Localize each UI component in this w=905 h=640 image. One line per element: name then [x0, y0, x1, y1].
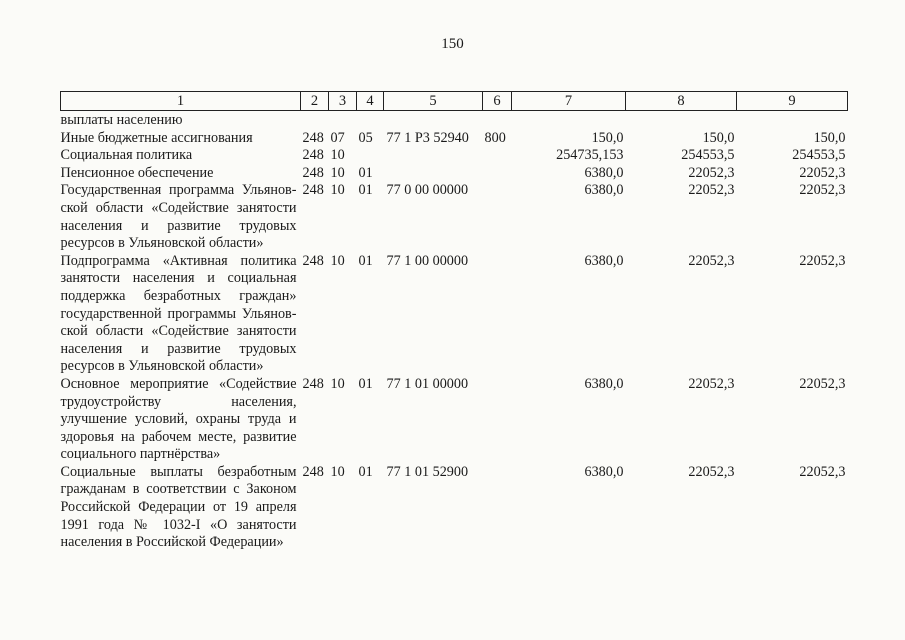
header-col-5: 5	[384, 92, 483, 111]
row-amount-col8: 22052,3	[688, 164, 735, 181]
row-amount-col9: 254553,5	[792, 147, 846, 164]
row-name: Подпрограмма «Активная политика занятости населения и социальная поддержка безработных граждан» государственной программы Ульяновской области «Содействие занятости населения и развитие трудовых ресурсов в Ульяновской области»	[60, 252, 297, 375]
row-section: 10	[330, 375, 345, 392]
row-amount-col8: 22052,3	[688, 252, 735, 269]
row-section: 10	[330, 182, 345, 199]
row-target-article	[384, 111, 483, 130]
row-name: Основное мероприятие «Содействие трудоустройству населения, улучшение условий, охраны труда и здоровья на рабочем месте, развитие социального партнёрства»	[60, 375, 297, 463]
row-subsection: 01	[358, 164, 373, 181]
row-amount-col9: 22052,3	[799, 252, 846, 269]
row-amount-col9: 22052,3	[799, 182, 846, 199]
row-amount-col8: 22052,3	[688, 182, 735, 199]
row-amount-col9	[737, 111, 848, 130]
row-amount-col8	[626, 111, 737, 130]
row-admin-code: 248	[302, 375, 324, 392]
row-expense-type	[483, 376, 512, 464]
row-amount-col7: 6380,0	[584, 463, 624, 480]
row-expense-type	[483, 111, 512, 130]
header-col-7: 7	[512, 92, 626, 111]
table-row	[61, 165, 848, 183]
row-amount-col7: 6380,0	[584, 182, 624, 199]
row-amount-col9: 150,0	[813, 129, 846, 146]
row-target-article	[384, 165, 483, 183]
row-amount-col7: 6380,0	[584, 252, 624, 269]
row-name: Пенсионное обеспечение	[60, 164, 214, 181]
header-col-9: 9	[737, 92, 848, 111]
table-row	[61, 130, 848, 148]
row-expense-type	[483, 253, 512, 376]
row-section: 10	[330, 147, 345, 164]
row-name: выплаты населению	[60, 112, 183, 128]
row-subsection: 01	[358, 375, 373, 392]
row-expense-type	[483, 182, 512, 252]
page-number: 150	[441, 36, 464, 52]
row-subsection: 05	[358, 129, 373, 146]
header-col-6: 6	[483, 92, 512, 111]
table-header-row	[61, 92, 848, 111]
header-col-4: 4	[357, 92, 384, 111]
row-subsection: 01	[358, 182, 373, 199]
row-amount-col9: 22052,3	[799, 375, 846, 392]
row-amount-col9: 22052,3	[799, 463, 846, 480]
row-admin-code: 248	[302, 252, 324, 269]
row-amount-col8: 254553,5	[681, 147, 735, 164]
header-col-3: 3	[329, 92, 357, 111]
row-expense-type	[483, 147, 512, 165]
row-section: 07	[330, 129, 345, 146]
row-admin-code: 248	[302, 147, 324, 164]
row-subsection: 01	[358, 463, 373, 480]
row-expense-type	[483, 165, 512, 183]
row-section	[329, 111, 357, 130]
row-section: 10	[330, 463, 345, 480]
header-col-2: 2	[301, 92, 329, 111]
row-amount-col9: 22052,3	[799, 164, 846, 181]
row-amount-col7	[512, 111, 626, 130]
row-amount-col7: 150,0	[591, 129, 624, 146]
row-amount-col8: 150,0	[702, 129, 735, 146]
row-subsection	[357, 111, 384, 130]
row-expense-type: 800	[484, 129, 506, 146]
row-amount-col8: 22052,3	[688, 463, 735, 480]
table-row	[61, 147, 848, 165]
row-section: 10	[330, 164, 345, 181]
row-name: Государственная программа Ульяновской области «Содействие занятости населения и развитие трудовых ресурсов в Ульяновской области»	[60, 182, 297, 252]
row-target-article: 77 1 00 00000	[386, 252, 469, 269]
row-amount-col7: 6380,0	[584, 164, 624, 181]
row-admin-code: 248	[302, 129, 324, 146]
row-target-article: 77 1 01 00000	[386, 375, 469, 392]
row-amount-col7: 254735,153	[556, 147, 624, 164]
table-row	[61, 111, 848, 130]
header-col-1: 1	[61, 92, 301, 111]
row-name: Социальная политика	[60, 147, 193, 164]
row-name: Социальные выплаты безработным гражданам в соответствии с Законом Российской Федерации от 19 апреля 1991 года № 1032-I «О занятости населения в Российской Федерации»	[60, 463, 297, 551]
row-target-article: 77 0 00 00000	[386, 182, 469, 199]
row-target-article	[384, 147, 483, 165]
row-target-article: 77 1 01 52900	[386, 463, 469, 480]
row-target-article: 77 1 Р3 52940	[386, 129, 469, 146]
row-amount-col8: 22052,3	[688, 375, 735, 392]
row-subsection: 01	[358, 252, 373, 269]
row-subsection	[357, 147, 384, 165]
row-admin-code: 248	[302, 463, 324, 480]
row-admin-code: 248	[302, 182, 324, 199]
row-name: Иные бюджетные ассигнования	[60, 129, 253, 146]
row-admin-code: 248	[302, 164, 324, 181]
budget-table	[60, 91, 848, 552]
table-row	[61, 182, 848, 252]
header-col-8: 8	[626, 92, 737, 111]
row-section: 10	[330, 252, 345, 269]
row-expense-type	[483, 464, 512, 552]
table-row	[61, 464, 848, 552]
table-row	[61, 253, 848, 376]
row-amount-col7: 6380,0	[584, 375, 624, 392]
table-row	[61, 376, 848, 464]
row-admin-code	[301, 111, 329, 130]
